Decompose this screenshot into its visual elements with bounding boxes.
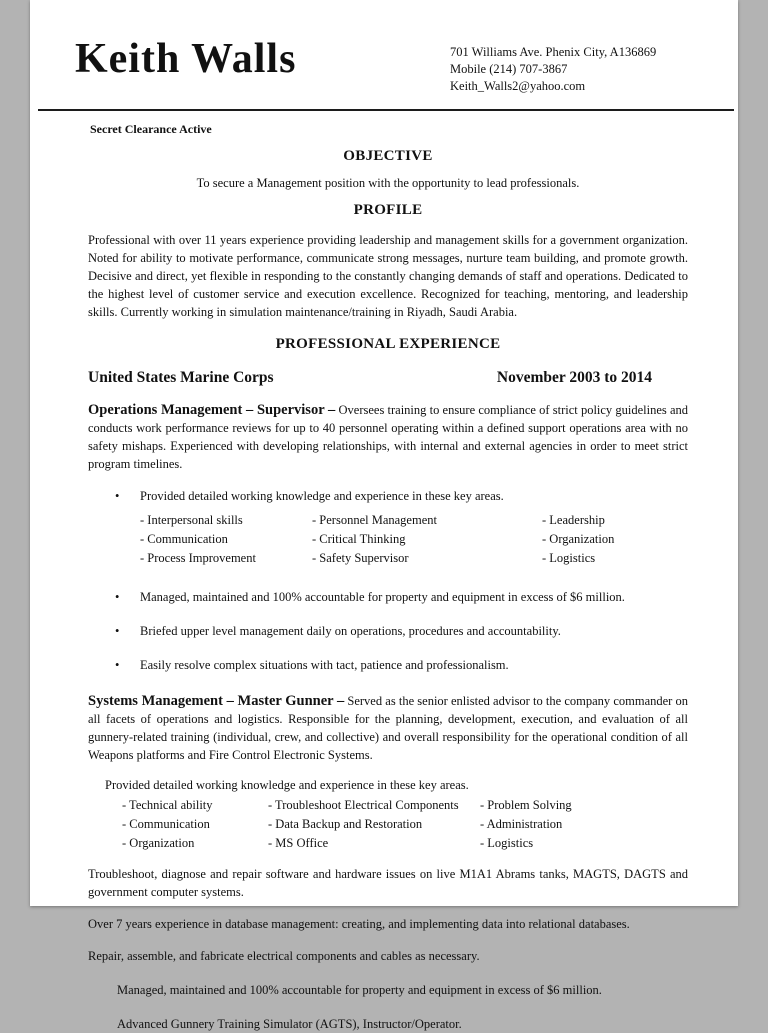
- contact-address: 701 Williams Ave. Phenix City, A136869: [450, 45, 657, 59]
- role2-para-1: Troubleshoot, diagnose and repair software and hardware issues on live M1A1 Abrams tanks, MAGTS, DAGTS and government computer systems.: [88, 867, 688, 899]
- contact-block: [450, 44, 698, 95]
- bullet-text: Easily resolve complex situations with tact, patience and professionalism.: [140, 658, 509, 672]
- objective-text: To secure a Management position with the opportunity to lead professionals.: [196, 176, 580, 190]
- role1-bullet-2: [88, 588, 688, 606]
- role2-skills-grid: [122, 796, 688, 853]
- employer-name: United States Marine Corps: [88, 369, 274, 386]
- skill-item: - Personnel Management: [312, 513, 437, 527]
- role1-description: Oversees training to ensure compliance of strict policy guidelines and conducts work performance reviews for up to 40 personnel operating within a defined support operations area with no safety mishaps. Experienced with developing relationships, with internal and external agencies in order to meet strict program timelines.: [88, 403, 689, 471]
- profile-heading: PROFILE: [353, 202, 423, 218]
- role1-paragraph: [88, 401, 688, 473]
- skill-item: - Critical Thinking: [312, 532, 406, 546]
- experience-heading: PROFESSIONAL EXPERIENCE: [275, 336, 501, 352]
- clearance-note: Secret Clearance Active: [90, 122, 212, 136]
- skill-item: - Logistics: [480, 836, 534, 850]
- skill-item: - Communication: [140, 532, 228, 546]
- contact-email: Keith_Walls2@yahoo.com: [450, 79, 586, 93]
- role2-para-3: Repair, assemble, and fabricate electrical components and cables as necessary.: [88, 949, 480, 963]
- employment-dates: November 2003 to 2014: [496, 369, 652, 386]
- skill-item: - Communication: [122, 817, 210, 831]
- role2-line-2: Advanced Gunnery Training Simulator (AGTS), Instructor/Operator.: [117, 1017, 462, 1031]
- role1-skills-grid: [140, 511, 688, 568]
- bullet-text: Briefed upper level management daily on operations, procedures and accountability.: [140, 624, 561, 638]
- skill-item: - MS Office: [268, 836, 329, 850]
- candidate-name: Keith Walls: [75, 36, 297, 82]
- role1-bullet-3: [88, 622, 688, 640]
- skill-item: - Problem Solving: [480, 798, 572, 812]
- skill-item: - Troubleshoot Electrical Components: [268, 798, 459, 812]
- resume-body: [30, 111, 738, 1033]
- skill-item: - Safety Supervisor: [312, 551, 409, 565]
- role2-paragraph: [88, 692, 688, 764]
- skill-item: - Process Improvement: [140, 551, 256, 565]
- bullet-marker: •: [115, 489, 120, 503]
- role2-title: Systems Management – Master Gunner –: [88, 693, 345, 709]
- role2-para-2: Over 7 years experience in database management: creating, and implementing data into relational databases.: [88, 917, 630, 931]
- skill-item: - Organization: [122, 836, 195, 850]
- skill-item: - Technical ability: [122, 798, 213, 812]
- skill-item: - Data Backup and Restoration: [268, 817, 423, 831]
- objective-heading: OBJECTIVE: [343, 148, 433, 164]
- role2-description: Served as the senior enlisted advisor to the company commander on all facets of operations and logistics. Responsible for the planning, development, execution, and evaluation of all gunnery-related training (individual, crew, and collective) and overall responsibility for the operational condition of all Weapons platforms and Fire Control Electronic Systems.: [88, 694, 688, 762]
- profile-text: Professional with over 11 years experience providing leadership and management skills for a government organization. Noted for ability to motivate performance, communicate strong messages, nurture team building, and promote growth. Decisive and direct, yet flexible in responding to the constantly changing demands of staff and operations. Dedicated to the highest level of customer service and execution excellence. Recognized for teaching, mentoring, and leadership skills. Currently working in simulation maintenance/training in Riyadh, Saudi Arabia.: [88, 233, 688, 319]
- role2-line-1: Managed, maintained and 100% accountable for property and equipment in excess of $6 million.: [117, 983, 602, 997]
- role1-bullet-1: [88, 487, 688, 505]
- bullet-marker: •: [115, 658, 120, 672]
- skill-item: - Logistics: [542, 551, 596, 565]
- bullet-marker: •: [115, 624, 120, 638]
- bullet-marker: •: [115, 590, 120, 604]
- resume-header: [30, 0, 738, 107]
- role2-skills-intro: Provided detailed working knowledge and experience in these key areas.: [105, 778, 469, 792]
- employer-row: [88, 369, 688, 387]
- skill-item: - Leadership: [542, 513, 605, 527]
- bullet-text: Managed, maintained and 100% accountable for property and equipment in excess of $6 million.: [140, 590, 625, 604]
- skill-item: - Interpersonal skills: [140, 513, 243, 527]
- resume-page: [30, 0, 738, 1031]
- skill-item: - Administration: [480, 817, 563, 831]
- role1-bullet-4: [88, 656, 688, 674]
- contact-phone: Mobile (214) 707-3867: [450, 62, 568, 76]
- bullet-text: Provided detailed working knowledge and experience in these key areas.: [140, 489, 504, 503]
- role1-title: Operations Management – Supervisor –: [88, 402, 336, 418]
- skill-item: - Organization: [542, 532, 615, 546]
